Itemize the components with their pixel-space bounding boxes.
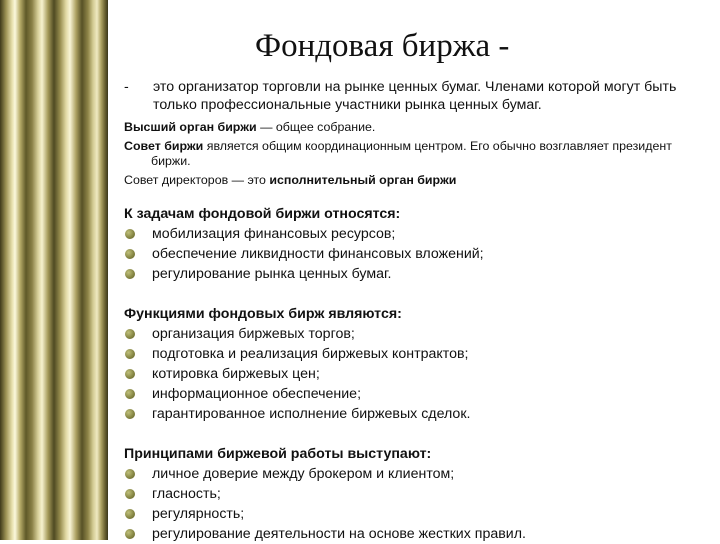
- list-item-text: гарантированное исполнение биржевых сделок.: [152, 406, 471, 423]
- governance-text: — общее собрание.: [256, 120, 376, 134]
- governance-exchange-council: [124, 139, 710, 170]
- list-item-text: мобилизация финансовых ресурсов;: [152, 226, 396, 243]
- bullet-dot-icon: [125, 469, 135, 479]
- list-item-text: личное доверие между брокером и клиентом;: [152, 466, 455, 483]
- governance-term: Совет биржи: [124, 138, 204, 153]
- list-item-text: котировка биржевых цен;: [152, 366, 320, 383]
- slide-content: [124, 78, 710, 544]
- functions-list: [124, 324, 710, 424]
- list-item: [124, 364, 710, 384]
- list-item-text: обеспечение ликвидности финансовых вложений;: [152, 246, 484, 263]
- list-item: [124, 484, 710, 504]
- bullet-dot-icon: [125, 489, 135, 499]
- list-item: [124, 224, 710, 244]
- governance-term: исполнительный орган биржи: [269, 172, 457, 187]
- slide-title: Фондовая биржа -: [255, 28, 510, 64]
- list-item-text: регулярность;: [152, 506, 245, 523]
- bullet-dot-icon: [125, 269, 135, 279]
- tasks-heading: К задачам фондовой биржи относятся:: [124, 206, 401, 223]
- bullet-dot-icon: [125, 329, 135, 339]
- functions-heading: Функциями фондовых бирж являются:: [124, 306, 402, 323]
- list-item: [124, 344, 710, 364]
- definition-text: это организатор торговли на рынке ценных бумаг. Членами которой могут быть только профессиональные участники рынка ценных бумаг.: [153, 79, 677, 113]
- governance-board-of-directors: [124, 173, 710, 189]
- list-item-text: гласность;: [152, 486, 221, 503]
- principles-list: [124, 464, 710, 544]
- list-item: [124, 264, 710, 284]
- bullet-dot-icon: [125, 229, 135, 239]
- bullet-dot-icon: [125, 349, 135, 359]
- list-item-text: регулирование рынка ценных бумаг.: [152, 266, 392, 283]
- bullet-dot-icon: [125, 509, 135, 519]
- list-item: [124, 504, 710, 524]
- bullet-dot-icon: [125, 249, 135, 259]
- list-item: [124, 324, 710, 344]
- bullet-dot-icon: [125, 409, 135, 419]
- bullet-dot-icon: [125, 369, 135, 379]
- dash-marker: -: [124, 79, 129, 95]
- bullet-dot-icon: [125, 389, 135, 399]
- list-item-text: подготовка и реализация биржевых контрактов;: [152, 346, 469, 363]
- list-item-text: регулирование деятельности на основе жестких правил.: [152, 526, 526, 543]
- list-item: [124, 244, 710, 264]
- list-item-text: организация биржевых торгов;: [152, 326, 355, 343]
- decorative-gold-stripes: [0, 0, 108, 540]
- list-item: [124, 404, 710, 424]
- list-item: [124, 524, 710, 544]
- definition-row: [124, 78, 710, 114]
- governance-supreme-body: [124, 120, 710, 136]
- bullet-dot-icon: [125, 529, 135, 539]
- list-item: [124, 464, 710, 484]
- tasks-list: [124, 224, 710, 284]
- governance-text: является общим координационным центром. Его обычно возглавляет президент биржи.: [151, 138, 672, 169]
- governance-text: Совет директоров — это: [124, 172, 270, 187]
- principles-heading: Принципами биржевой работы выступают:: [124, 446, 432, 463]
- list-item: [124, 384, 710, 404]
- list-item-text: информационное обеспечение;: [152, 386, 362, 403]
- governance-term: Высший орган биржи: [124, 120, 257, 134]
